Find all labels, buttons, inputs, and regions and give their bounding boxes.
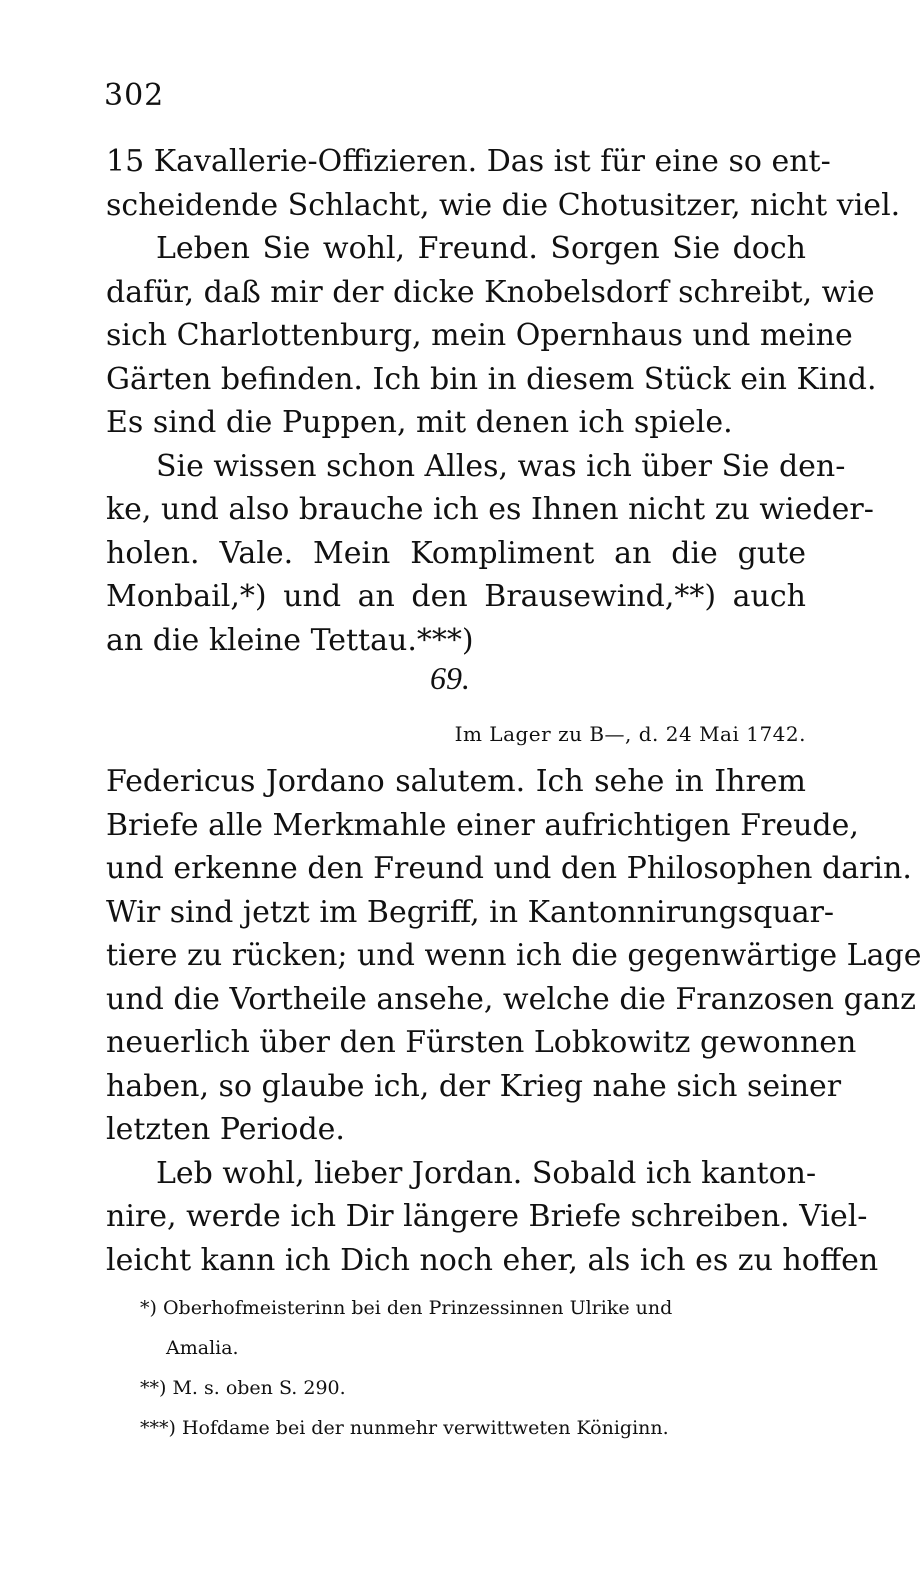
footnote: **) M. s. oben S. 290. [140, 1377, 346, 1399]
text-line: Es sind die Puppen, mit denen ich spiele. [106, 405, 733, 440]
text-line: leicht kann ich Dich noch eher, als ich es zu hoffen [106, 1242, 879, 1278]
letter-body [106, 760, 921, 1282]
footnote-continuation: Amalia. [166, 1337, 239, 1359]
text-line: Federicus Jordano salutem. Ich sehe in Ihrem [106, 764, 806, 799]
text-line: 15 Kavallerie-Offizieren. Das ist für eine so ent- [106, 144, 831, 179]
text-line: an die kleine Tettau.***) [106, 622, 474, 658]
text-line: scheidende Schlacht, wie die Chotusitzer, nicht viel. [106, 187, 901, 223]
text-line: dafür, daß mir der dicke Knobelsdorf schreibt, wie [106, 274, 875, 310]
text-line: neuerlich über den Fürsten Lobkowitz gewonnen [106, 1025, 857, 1060]
previous-letter-text [106, 140, 901, 662]
text-line: und erkenne den Freund und den Philosophen darin. [106, 851, 912, 886]
text-line: Monbail,*) und an den Brausewind,**) auch [106, 579, 806, 614]
text-line: holen. Vale. Mein Kompliment an die gute [106, 535, 806, 571]
text-line: haben, so glaube ich, der Krieg nahe sich seiner [106, 1068, 842, 1104]
text-line: Wir sind jetzt im Begriff, in Kantonnirungsquar- [106, 894, 835, 930]
text-line: Leb wohl, lieber Jordan. Sobald ich kanton- [156, 1155, 817, 1191]
footnotes [140, 1288, 810, 1448]
text-line: sich Charlottenburg, mein Opernhaus und meine [106, 318, 853, 353]
text-line: ke, und also brauche ich es Ihnen nicht zu wieder- [106, 492, 874, 527]
text-line: Gärten befinden. Ich bin in diesem Stück ein Kind. [106, 361, 877, 397]
footnote: *) Oberhofmeisterinn bei den Prinzessinnen Ulrike und [140, 1297, 673, 1319]
page-number: 302 [104, 78, 165, 113]
text-line: und die Vortheile ansehe, welche die Franzosen ganz [106, 981, 916, 1017]
text-line: Sie wissen schon Alles, was ich über Sie den- [156, 448, 846, 484]
text-line: Leben Sie wohl, Freund. Sorgen Sie doch [156, 231, 806, 266]
letter-dateline: Im Lager zu B—, d. 24 Mai 1742. [454, 722, 806, 746]
text-line: Briefe alle Merkmahle einer aufrichtigen Freude, [106, 807, 859, 843]
text-line: tiere zu rücken; und wenn ich die gegenwärtige Lage [106, 938, 921, 973]
footnote: ***) Hofdame bei der nunmehr verwittweten Königinn. [140, 1417, 669, 1439]
letter-number: 69. [430, 660, 470, 696]
text-line: nire, werde ich Dir längere Briefe schreiben. Viel- [106, 1199, 868, 1234]
text-line: letzten Periode. [106, 1112, 345, 1147]
